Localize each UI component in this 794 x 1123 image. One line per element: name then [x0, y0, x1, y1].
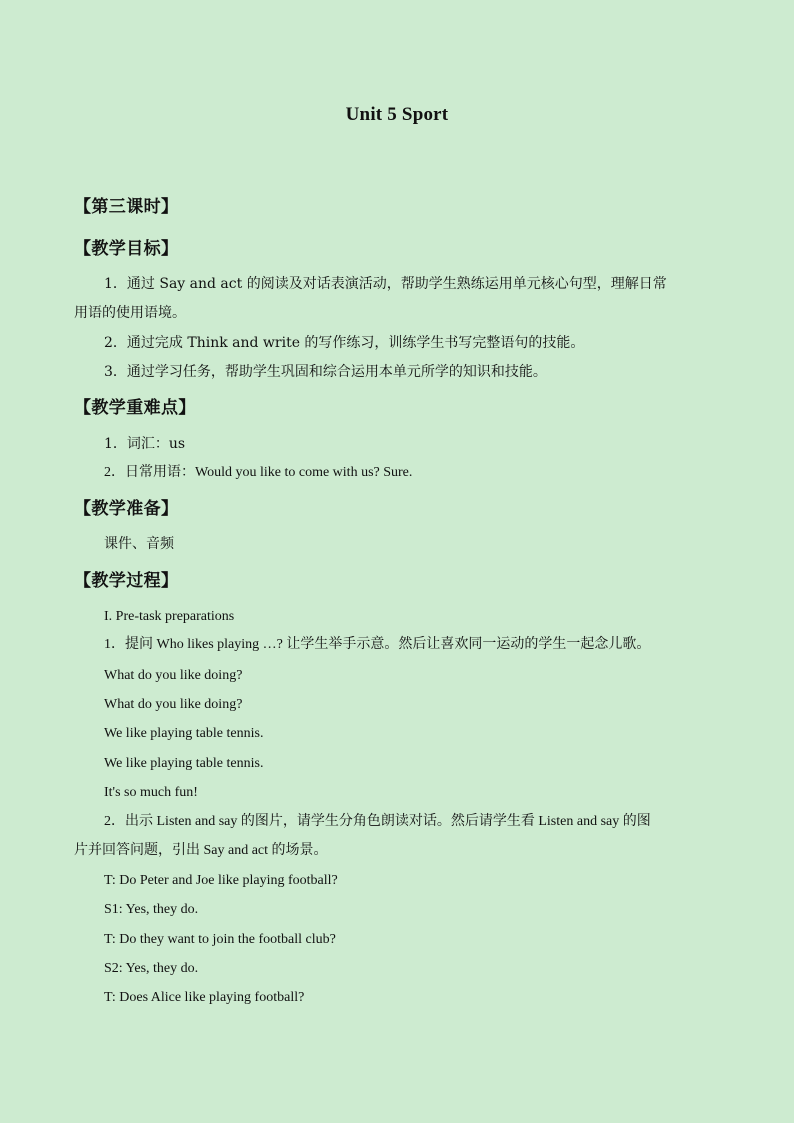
process-line-11: T: Do they want to join the football club?	[104, 932, 336, 947]
process-heading: 【教学过程】	[74, 571, 179, 591]
preparation-heading: 【教学准备】	[74, 499, 179, 519]
process-line-1: I. Pre-task preparations	[104, 609, 235, 624]
process-line-6: We like playing table tennis.	[104, 756, 264, 771]
process-line-5: We like playing table tennis.	[104, 726, 264, 741]
process-line-9: T: Do Peter and Joe like playing football?	[104, 873, 338, 888]
process-line-3: What do you like doing?	[104, 668, 243, 683]
page-title: Unit 5 Sport	[345, 104, 449, 125]
process-line-7: It's so much fun!	[104, 785, 198, 800]
key-points-heading: 【教学重难点】	[74, 398, 196, 418]
process-line-4: What do you like doing?	[104, 697, 243, 712]
key-point-line-2: 2．日常用语：Would you like to come with us? Sure.	[104, 465, 413, 480]
objective-line-2: 2．通过完成 Think and write 的写作练习，训练学生书写完整语句的技能。	[104, 335, 585, 351]
process-line-13: T: Does Alice like playing football?	[104, 990, 305, 1005]
lesson-heading: 【第三课时】	[74, 197, 179, 217]
objective-line-3: 3．通过学习任务，帮助学生巩固和综合运用本单元所学的知识和技能。	[104, 364, 547, 380]
preparation-text: 课件、音频	[104, 536, 174, 552]
objective-line-1-continued: 用语的使用语境。	[74, 305, 186, 321]
process-line-10: S1: Yes, they do.	[104, 902, 199, 917]
process-line-2: 1．提问 Who likes playing …? 让学生举手示意。然后让喜欢同一运动的学生一起念儿歌。	[104, 637, 651, 652]
process-line-8-continued: 片并回答问题，引出 Say and act 的场景。	[74, 843, 328, 858]
objective-line-1: 1．通过 Say and act 的阅读及对话表演活动，帮助学生熟练运用单元核心句型，理解日常	[104, 276, 667, 292]
process-line-12: S2: Yes, they do.	[104, 961, 199, 976]
objectives-heading: 【教学目标】	[74, 239, 179, 259]
process-line-8: 2．出示 Listen and say 的图片，请学生分角色朗读对话。然后请学生看 Listen and say 的图	[104, 814, 651, 829]
key-point-line-1: 1．词汇：us	[104, 436, 186, 452]
